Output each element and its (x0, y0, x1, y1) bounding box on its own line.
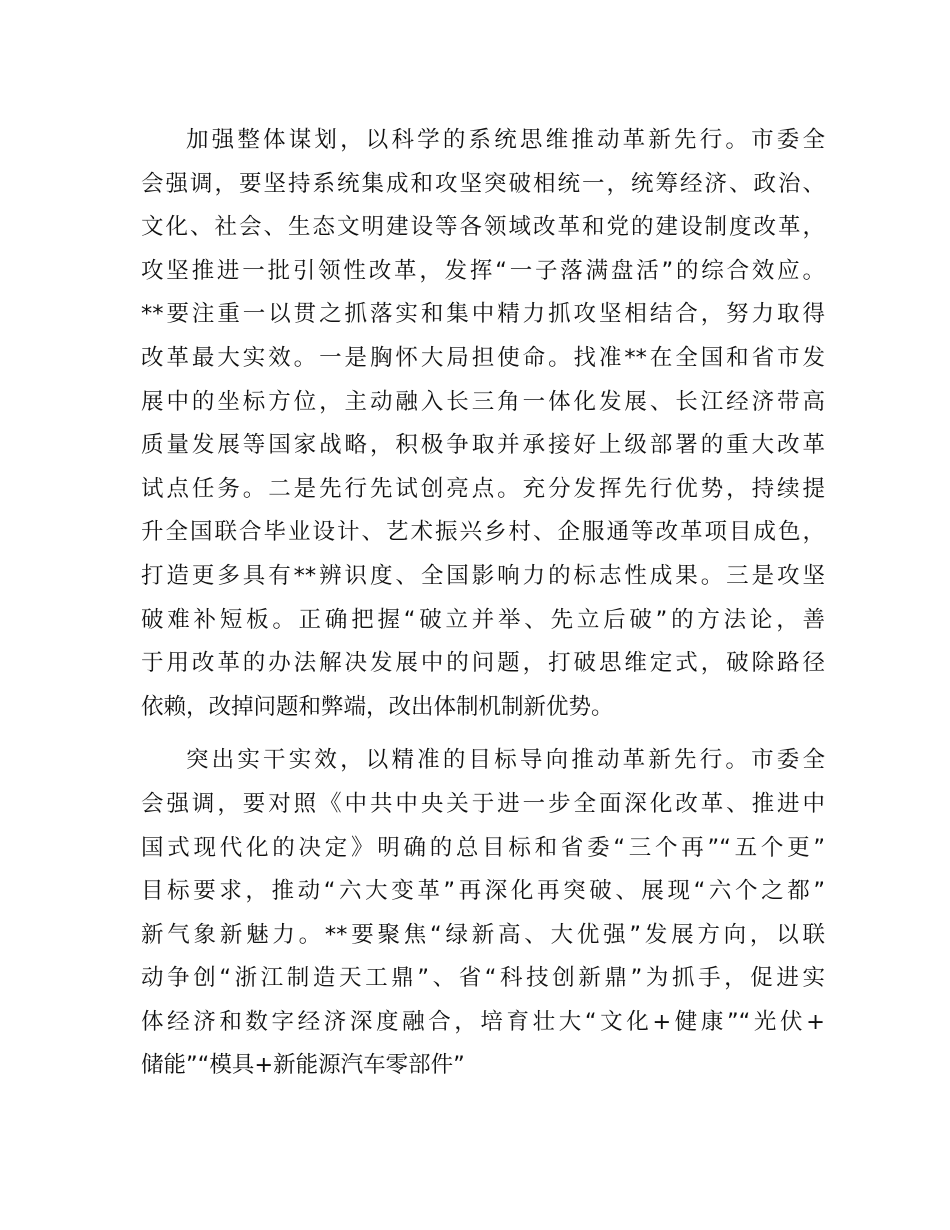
paragraph-2 (141, 739, 825, 1088)
paragraph-line: 攻坚推进一批引领性改革，发挥“一子落满盘活”的综合效应。 (141, 257, 825, 284)
paragraph-line: 于用改革的办法解决发展中的问题，打破思维定式，破除路径 (141, 650, 825, 677)
paragraph-line: 文化、社会、生态文明建设等各领域改革和党的建设制度改革， (141, 214, 825, 241)
paragraph-line: 质量发展等国家战略，积极争取并承接好上级部署的重大改革 (141, 432, 825, 459)
paragraph-line: 突出实干实效，以精准的目标导向推动革新先行。市委全 (186, 747, 825, 774)
paragraph-line: 改革最大实效。一是胸怀大局担使命。找准**在全国和省市发 (141, 344, 825, 371)
paragraph-line: 展中的坐标方位，主动融入长三角一体化发展、长江经济带高 (141, 388, 825, 415)
paragraph-line: 依赖，改掉问题和弊端，改出体制机制新优势。 (141, 693, 614, 720)
paragraph-line: 打造更多具有**辨识度、全国影响力的标志性成果。三是攻坚 (141, 562, 825, 589)
paragraph-1 (141, 119, 825, 729)
paragraph-line: 新气象新魅力。**要聚焦“绿新高、大优强”发展方向，以联 (141, 921, 825, 948)
paragraph-line: 会强调，要对照《中共中央关于进一步全面深化改革、推进中 (141, 790, 825, 817)
paragraph-line: 试点任务。二是先行先试创亮点。充分发挥先行优势，持续提 (141, 475, 825, 502)
paragraph-line: 储能”“模具+新能源汽车零部件” (141, 1052, 465, 1079)
paragraph-line: 升全国联合毕业设计、艺术振兴乡村、企服通等改革项目成色， (141, 519, 825, 546)
document-body (141, 119, 825, 1088)
paragraph-line: 动争创“浙江制造天工鼎”、省“科技创新鼎”为抓手，促进实 (141, 965, 825, 992)
paragraph-line: 体经济和数字经济深度融合，培育壮大“文化+健康”“光伏+ (141, 1008, 825, 1035)
paragraph-line: 加强整体谋划，以科学的系统思维推动革新先行。市委全 (186, 127, 825, 153)
paragraph-line: 国式现代化的决定》明确的总目标和省委“三个再”“五个更” (141, 834, 825, 861)
paragraph-line: 目标要求，推动“六大变革”再深化再突破、展现“六个之都” (141, 878, 825, 905)
paragraph-line: **要注重一以贯之抓落实和集中精力抓攻坚相结合，努力取得 (141, 301, 825, 328)
paragraph-line: 会强调，要坚持系统集成和攻坚突破相统一，统筹经济、政治、 (141, 170, 825, 197)
paragraph-line: 破难补短板。正确把握“破立并举、先立后破”的方法论，善 (141, 606, 825, 633)
